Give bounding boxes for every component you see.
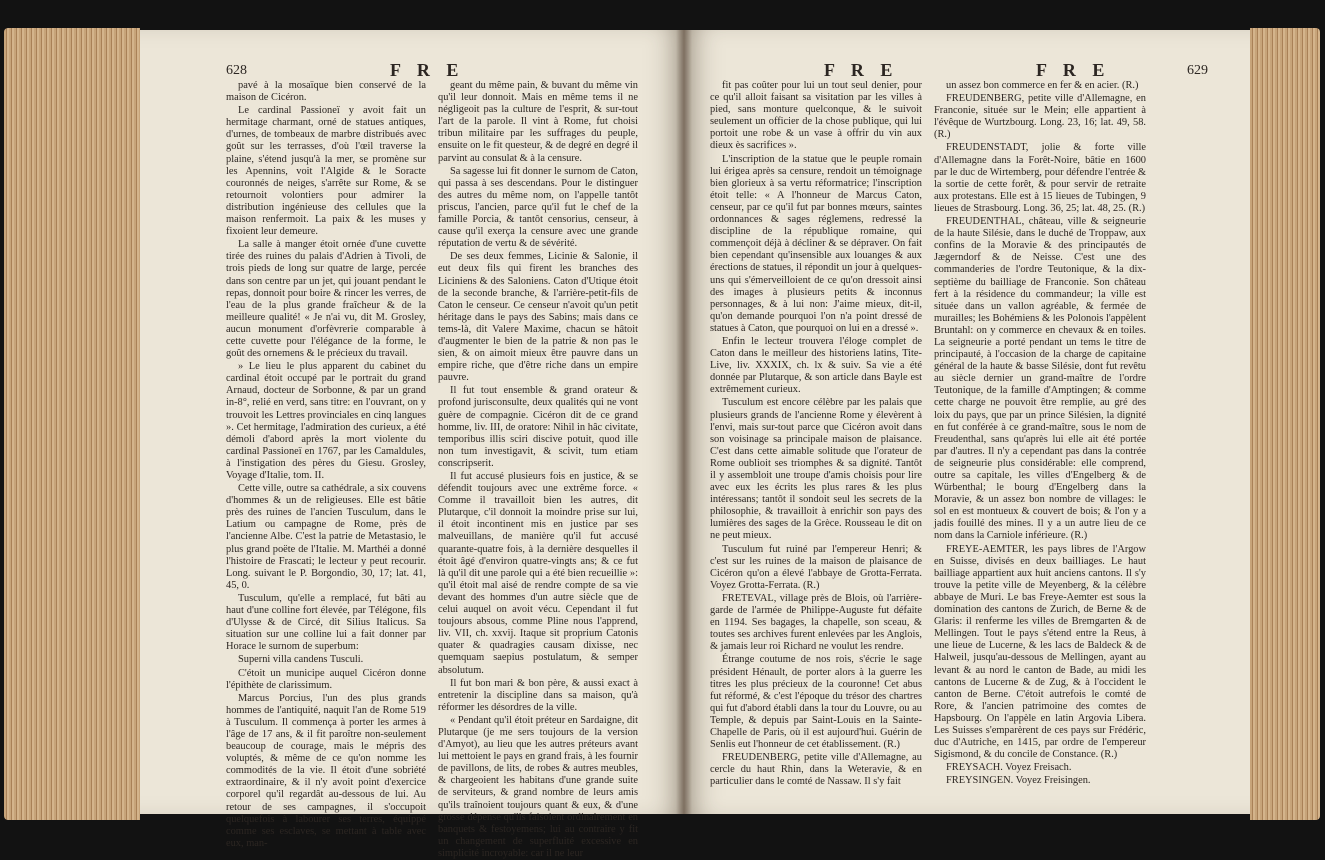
paragraph: FREYSACH. Voyez Freisach.	[946, 762, 1072, 774]
paragraph: L'inscription de la statue que le peuple romain lui érigea après sa censure, rendoit un témoignage bien glorieux à sa vertu réformatrice; l'inscription étoit telle: « A l'honneur de Marcus Caton, censeur, par ce qu'il fut par bonnes mœurs, saintes ordonnances & sages réglemens, redressé la discipline de la république romaine, qui commençoit déjà à décliner & se dépraver. On fait bien cependant qu'insensible aux louanges & aux érections de statues, il répondit un jour à quelques-uns qui s'émerveilloient de ce qu'on dressoit ainsi des images à plusieurs petits & inconnus personnages, & à lui non: J'aime mieux, dit-il, qu'on demande pourquoi l'on n'a point dressé de statues à Caton, que pourquoi on lui en a dressé ».	[710, 153, 922, 334]
paragraph: FRETEVAL, village près de Blois, où l'arrière-garde de l'armée de Philippe-Auguste fut défaite en 1194. Ses bagages, la chapelle, son sceau, & toutes ses archives furent enlevées par les Anglois, & jamais leur roi Richard ne voulut les rendre.	[710, 592, 922, 653]
paragraph: FREUDENBERG, petite ville d'Allemagne, en Franconie, située sur le Mein; elle appartient à l'évêque de Wurtzbourg. Long. 23, 16; lat. 49, 58. (R.)	[934, 93, 1146, 141]
text-column-1	[710, 80, 922, 796]
paragraph: fit pas coûter pour lui un tout seul denier, pour ce qu'il alloit faisant sa visitation par les villes à pied, sans monture quelconque, & le suivoit seulement un officier de la chose publique, qui lui portoit une robe & un vase à offrir du vin aux dieux ès sacrifices ».	[710, 80, 922, 152]
open-book	[4, 20, 1320, 859]
paragraph: Il fut tout ensemble & grand orateur & profond jurisconsulte, deux qualités qui ne vont guère de compagnie. Cicéron dit de ce grand homme, liv. III, de oratore: Nihil in hâc civitate, temporibus illis sciri discive potuit, quod ille non tum investigavit, & scivit, tum etiam conscripserit.	[438, 385, 638, 469]
running-header: F R E	[390, 60, 465, 80]
paragraph: Sa sagesse lui fit donner le surnom de Caton, qui passa à ses descendans. Pour le distinguer des autres du même nom, on l'appelle tantôt priscus, l'ancien, parce qu'il fut le chef de la famille Porcia, & tantôt censorius, censeur, à cause qu'il exerça la censure avec une grande réputation de vertu & de sévérité.	[438, 165, 638, 250]
left-page	[140, 30, 684, 859]
right-page	[684, 30, 1250, 814]
paragraph: La salle à manger étoit ornée d'une cuvette tirée des ruines du palais d'Adrien à Tivoli, de trois pieds de long sur quatre de large, percée dans son centre par un jet, qui jouant pendant le repas, donnoit pour boire & rincer les verres, de l'eau de la plus grande fraîcheur & de la meilleure qualité! « Je n'ai vu, dit M. Grosley, aucun monument d'orfèvrerie comparable à cette cuvette pour l'élégance de la forme, le goût des ornemens & le précieux du travail.	[226, 239, 426, 360]
paragraph: geant du même pain, & buvant du même vin qu'il leur donnoit. Mais en même tems il ne négligeoit pas la culture de l'esprit, & sur-tout l'art de la parole. Il vint à Rome, fut choisi tribun militaire par les suffrages du peuple, ensuite on le fit questeur, & de degré en degré il parvint au consulat & à la censure.	[438, 80, 638, 164]
paragraph: pavé à la mosaïque bien conservé de la maison de Cicéron.	[226, 80, 426, 104]
paragraph: FREUDENTHAL, château, ville & seigneurie de la haute Silésie, dans le duché de Troppaw, aux confins de la Moravie & des principautés de Jægerndorf & de Neisse. C'est une des commanderies de l'ordre Teutonique, & la dix-septième du bailliage de Franconie. Son château fert à la résidence du commandeur; la ville est située dans un vallon agréable, & fermée de murailles; les Bohémiens & les Polonois l'appèlent Bruntahl: on y commerce en chevaux & en toiles. La seigneurie a porté pendant un tems le titre de principauté, à l'occasion de la charge de capitaine général de la haute & basse Silésie, dont fut revêtu au siècle dernier un grand-maître de l'ordre Teutonique, de la famille d'Amptingen; & comme cette charge ne pouvoit être remplie, au gré des loix du pays, que par un prince Silésien, la dignité en fut conférée à ce grand-maître, sous le nom de Freudenthal, sans qu'après lui elle ait été portée par d'autres. Il n'y a cependant pas dans la contrée de seigneurie plus considérable: elle comprend, outre sa capitale, les villes d'Engelberg & de Würbenthal; le bourg d'Engelberg dans la Moravie, & un assez bon nombre de villages: le sol en est montueux & couvert de bois; & l'on y a jadis fouillé des mines. Il y a un autre lieu de ce nom dans la Carniole inférieure. (R.)	[934, 216, 1146, 542]
running-header: F R E	[824, 60, 899, 80]
paragraph: Le cardinal Passioneï y avoit fait un hermitage charmant, orné de statues antiques, d'urnes, de tombeaux de marbre distribués avec goût sur les terrasses, d'où l'œil traverse la plaine, s'étend jusqu'à la mer, se promène sur les Apennins, voit l'Algide & le Soracte couronnés de neiges, s'arrête sur Rome, & se retournoit volontiers pour admirer la distribution ingénieuse des cellules que la maison renfermoit. La paix & les muses y fixoient leur demeure.	[226, 105, 426, 238]
paragraph: Enfin le lecteur trouvera l'éloge complet de Caton dans le meilleur des historiens latins, Tite-Live, liv. XXXIX, ch. lx & suiv. Sa vie a été donnée par Plutarque, & son article dans Bayle est extrêmement curieux.	[710, 335, 922, 396]
text--column-2	[934, 80, 1146, 796]
paragraph: Il fut bon mari & bon père, & aussi exact à entretenir la discipline dans sa maison, qu'à réformer les désordres de la ville.	[438, 677, 638, 713]
paragraph: » Le lieu le plus apparent du cabinet du cardinal étoit occupé par le portrait du grand Arnaud, docteur de Sorbonne, & par un grand in-8°, relié en verd, sans titre: en l'ouvrant, on y trouvoit les Lettres provinciales en cinq langues ». Cet hermitage, l'admiration des curieux, a été démoli d'abord après la mort violente du cardinal Passioneï en 1767, par les Camaldules, à l'instigation des pères du Giesu. Grosley, Voyage d'Italie, tom. II.	[226, 361, 426, 481]
paragraph: De ses deux femmes, Licinie & Salonie, il eut deux fils qui firent les branches des Liciniens & des Saloniens. Caton d'Utique étoit de la seconde branche, & l'arrière-petit-fils de Caton le censeur. Ce censeur n'avoit qu'un petit héritage dans le pays des Sabins; mais dans ce tems-là, dit Valere Maxime, chacun se hâtoit d'augmenter le bien de la patrie & non pas le sien, & on aimoit mieux être pauvre dans un empire riche, que d'être riche dans un empire pauvre.	[438, 251, 638, 384]
paragraph: Tusculum, qu'elle a remplacé, fut bâti au haut d'une colline fort élevée, par Télégone, fils d'Ulysse & de Circé, dit Silius Italicus. Sa situation sur une colline lui a fait donner par Horace le surnom de superbum:	[226, 592, 426, 653]
paragraph: Cette ville, outre sa cathédrale, a six couvens d'hommes & un de religieuses. Elle est bâtie près des ruines de l'ancien Tusculum, dans le Latium ou campagne de Rome, près de l'ancienne Albe. C'est la patrie de Metastasio, le plus grand poëte de l'Italie. M. Marthéi a donné l'histoire de Frascati; le lecteur y peut recourir. Long. suivant le P. Borgondio, 30, 17; lat. 41, 45, 0.	[226, 483, 426, 591]
page-stack-right	[1250, 28, 1320, 820]
page-stack-left	[4, 28, 140, 820]
paragraph: FREUDENSTADT, jolie & forte ville d'Allemagne dans la Forêt-Noire, bâtie en 1600 par le duc de Wirtemberg, pour défendre l'entrée & la sortie de cette forêt, & pour servir de retraite aux protestans. Elle est à 15 lieues de Tubingen, 9 lieues de Strasbourg. Long. 36, 25; lat. 48, 25. (R.)	[934, 142, 1146, 214]
paragraph: FREYE-AEMTER, les pays libres de l'Argow en Suisse, divisés en deux bailliages. Le haut bailliage appartient aux huit anciens cantons. Il s'y trouve la petite ville de Meyenberg, & la célèbre abbaye de Muri. Le bas Freye-Aemter est sous la domination des cantons de Zurich, de Berne & de Glaris: il renferme les villes de Bremgarten & de Mellingen. Tout le pays s'étend entre la Reus, à une lieue de Lucerne, & les lacs de Baldeck & de Halweil, jusqu'au-dessous de Mellingen, ayant au levant & au nord le canton de Bade, au midi les cantons de Lucerne & de Zug, & à l'occident le canton de Berne. C'étoit autrefois le comté de Rore, & l'ancien patrimoine des comtes de Hapsbourg. On l'appèle en latin Argovia Libera. Les Suisses s'emparèrent de ces pays sur Frédéric, duc d'Autriche, en 1415, par ordre de l'empereur Sigismond, & du concile de Constance. (R.)	[934, 543, 1146, 761]
paragraph: Superni villa candens Tusculi.	[238, 654, 364, 666]
paragraph: FREUDENBERG, petite ville d'Allemagne, au cercle du haut Rhin, dans la Weteravie, & en particulier dans le comté de Nassaw. Il s'y fait	[710, 752, 922, 788]
paragraph: un assez bon commerce en fer & en acier. (R.)	[946, 80, 1139, 91]
page-number: 629	[1187, 63, 1208, 78]
page-number: 628	[226, 63, 247, 78]
paragraph: Il fut accusé plusieurs fois en justice, & se défendit toujours avec une extrême force. « Comme il travailloit bien les autres, dit Plutarque, c'il donnoit la moindre prise sur lui, il étoit incontinent mis en justice par ses malveuillans, de manière qu'il fut accusé quarante-quatre fois, à la dernière desquelles il étoit âgé d'environ quatre-vingts ans; & ce fut là qu'il dit une parole qui a été bien recueillie »: qu'il étoit mal aisé de rendre compte de sa vie devant des hommes d'un autre siècle que de celui auquel on avoit vécu. Cependant il fut toujours absous, comme Pline nous l'apprend, liv. VII, ch. xxvij. Itaque sit proprium Catonis quater & quadragies causam dixisse, nec quemquam saepius postulatum, & semper absolutum.	[438, 471, 638, 676]
paragraph: FREYSINGEN. Voyez Freisingen.	[946, 775, 1091, 787]
running-header-2: F R E	[1036, 60, 1111, 80]
paragraph: Marcus Porcius, l'un des plus grands hommes de l'antiquité, naquit l'an de Rome 519 à Tusculum. Il commença à porter les armes à l'âge de 17 ans, & il fit paroître non-seulement beaucoup de courage, mais le mépris des voluptés, & même de ce qu'on nomme les commodités de la vie. Il étoit d'une sobriété extraordinaire, & il n'y avoit point d'exercice corporel qu'il regardât au-dessous de lui. Au retour de ses campagnes, il s'occupoit quelquefois à labourer ses terres, équippé comme ses esclaves, se mettant à table avec eux, man-	[226, 692, 426, 849]
paragraph: Tusculum fut ruiné par l'empereur Henri; & c'est sur les ruines de la maison de plaisance de Cicéron qu'on a élevé l'abbaye de Grotta-Ferrata. Voyez Grotta-Ferrata. (R.)	[710, 543, 922, 591]
text-column-1	[226, 80, 426, 849]
paragraph: Étrange coutume de nos rois, s'écrie le sage président Hénault, de porter alors à la guerre les titres les plus précieux de la couronne! Cet abus fut réformé, & c'est l'époque du trésor des chartres qui fut d'abord établi dans la tour du Louvre, ou au Temple, & depuis par Saint-Louis en la Sainte-Chapelle de Paris, où il est aujourd'hui. Guérin de Senlis eut l'honneur de cet établissement. (R.)	[710, 654, 922, 751]
paragraph: Tusculum est encore célèbre par les palais que plusieurs grands de l'ancienne Rome y élevèrent à l'envi, mais sur-tout parce que Cicéron avoit dans son voisinage sa principale maison de plaisance. C'est dans cette aimable solitude que l'orateur de Rome oublioit ses triomphes & sa dignité. Tantôt il y assembloit une troupe d'amis choisis pour lire avec eux les écrits les plus rares & les plus intéressans; tantôt il sondoit seul les secrets de la philosophie, & travailloit à enrichir son pays des lumières des sages de la Grèce. Rousseau le dit on ne peut mieux.	[710, 397, 922, 542]
text-column-2	[438, 80, 638, 859]
paragraph: « Pendant qu'il étoit préteur en Sardaigne, dit Plutarque (je me sers toujours de la version d'Amyot), au lieu que les autres préteurs avant lui mettoient le pays en grand frais, à les fournir de pavillons, de lits, de robes & autres meubles, & chargeoient les habitans d'une grande suite de serviteurs, & grand nombre de leurs amis qu'ils traînoient toujours quant & eux, & d'une grosse dépense qu'ils faisoient ordinairement en banquets & festoyemens; lui au contraire y fit un changement de superfluité excessive en simplicité incroyable: car il ne leur	[438, 714, 638, 859]
book-gutter	[676, 30, 692, 814]
paragraph: C'étoit un municipe auquel Cicéron donne l'épithète de clarissimum.	[226, 667, 426, 691]
